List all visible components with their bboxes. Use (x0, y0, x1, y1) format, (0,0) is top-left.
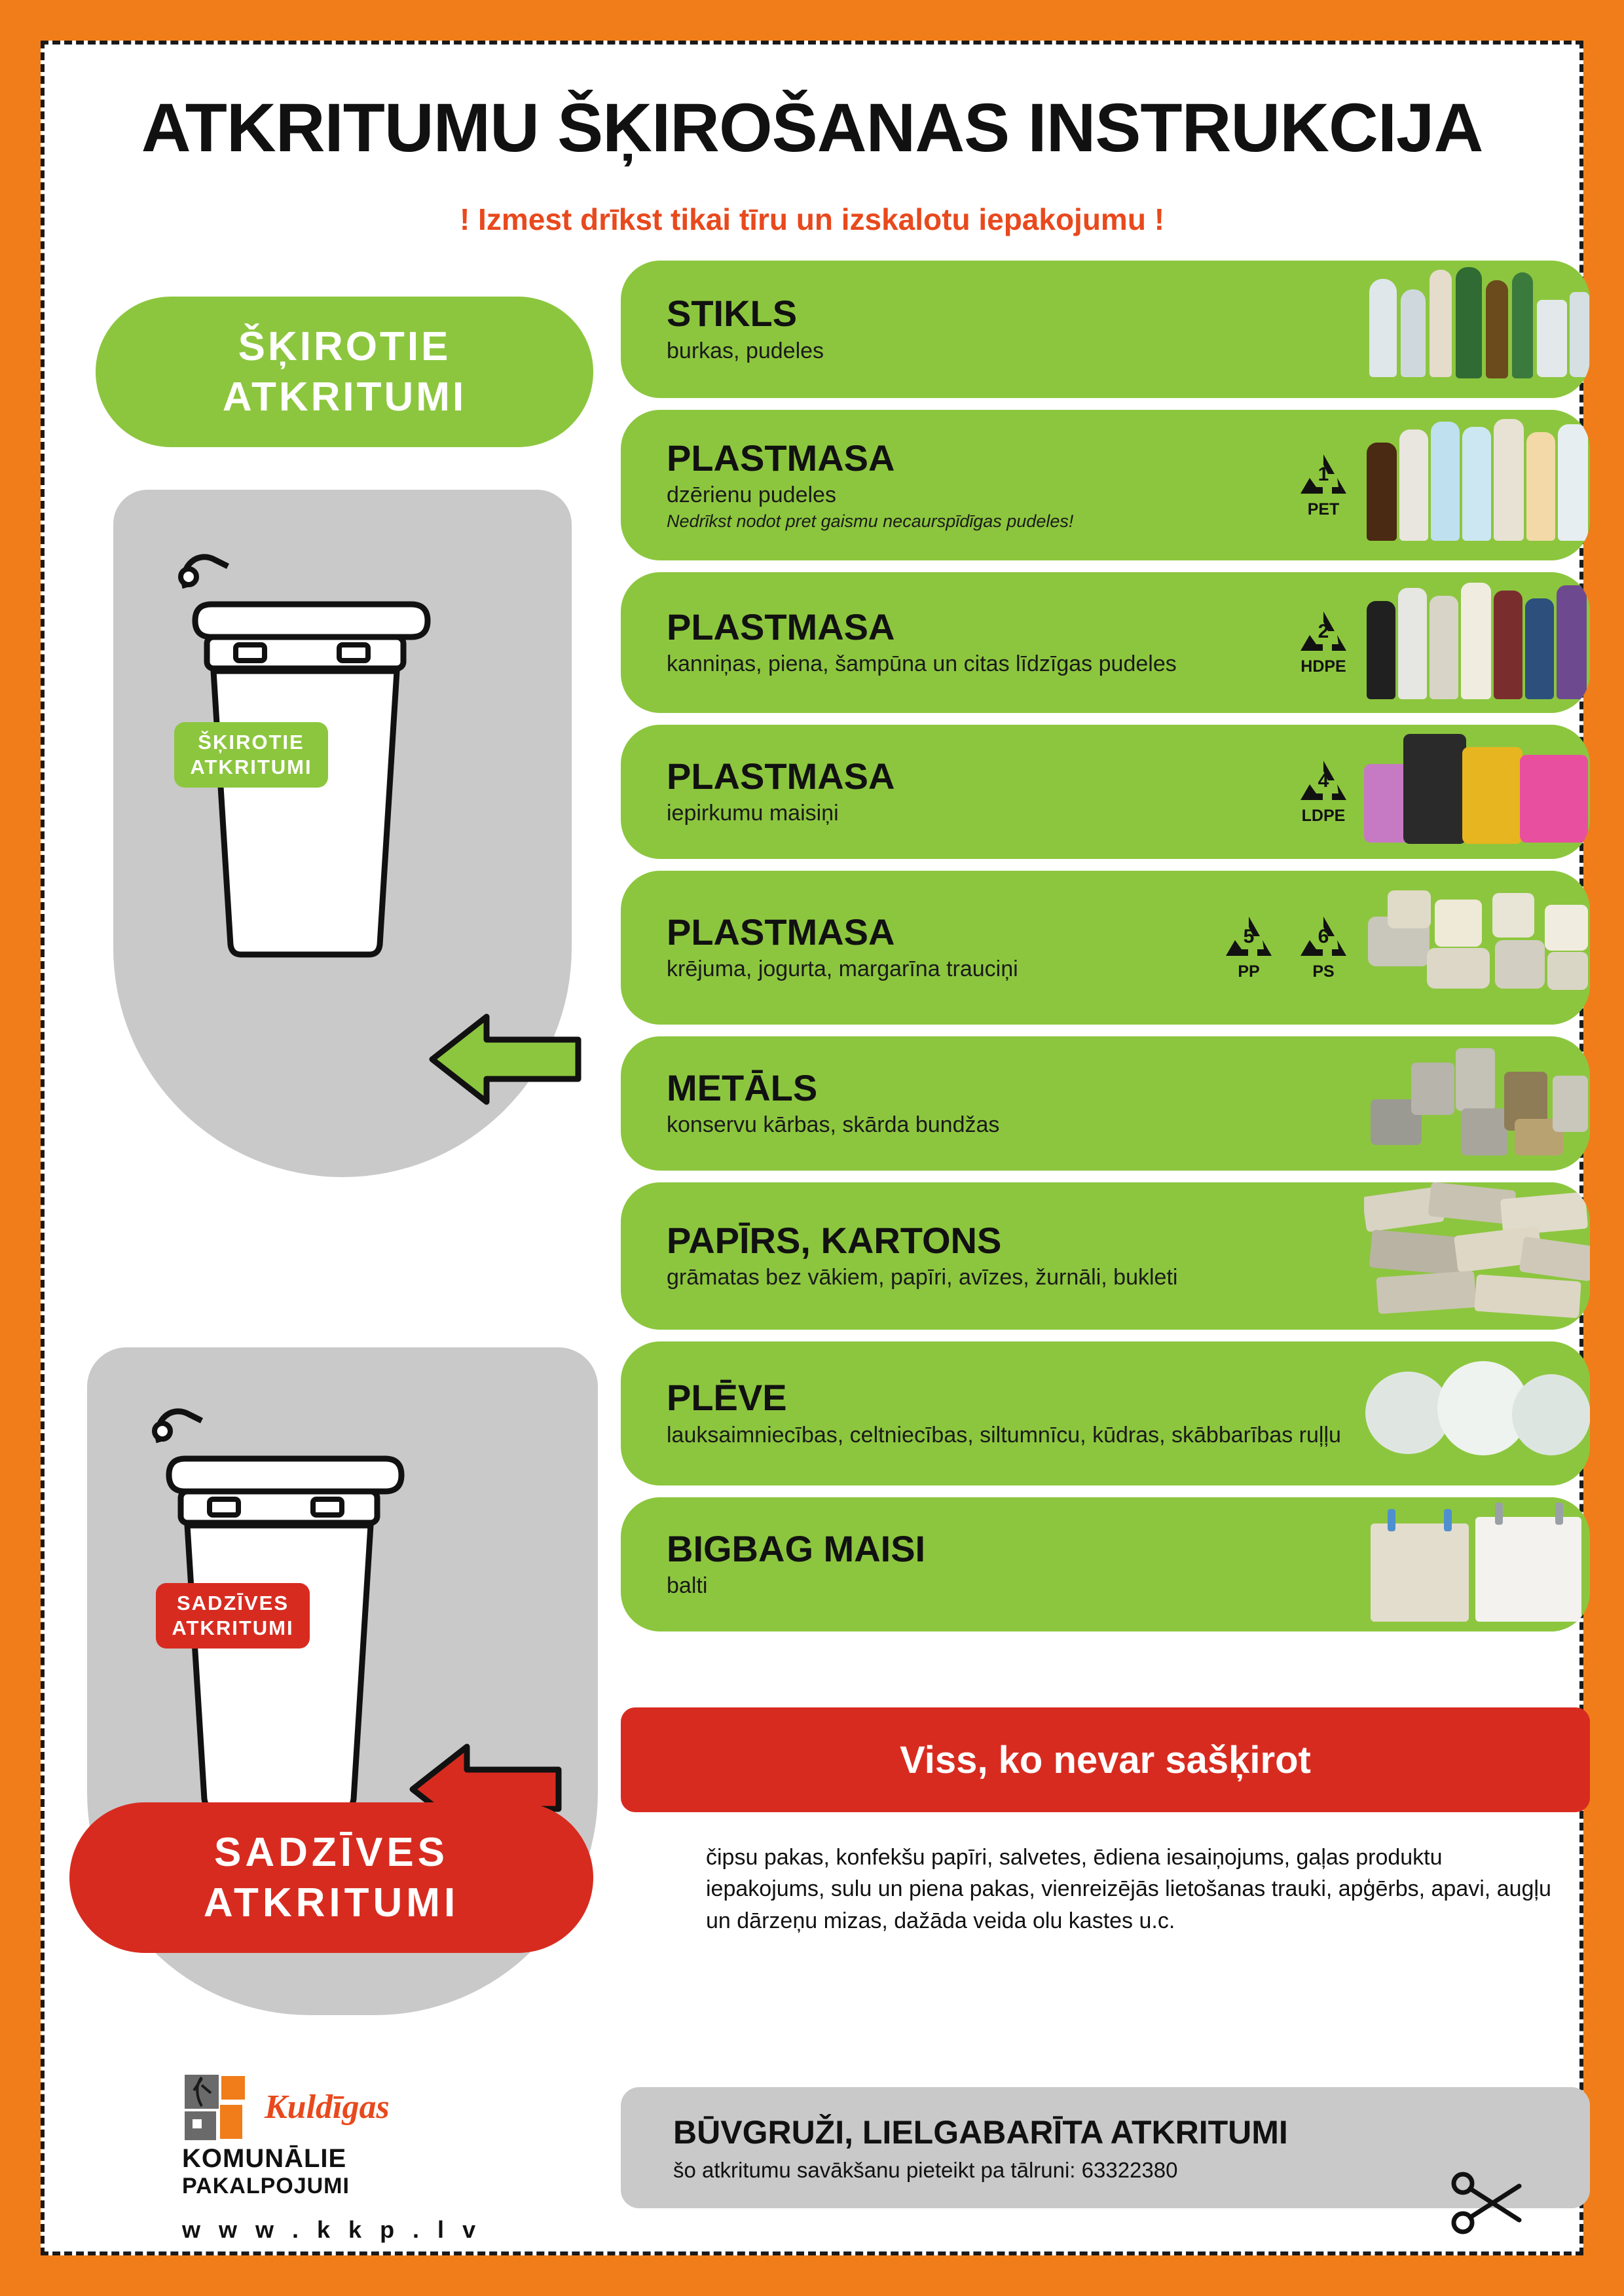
nonsortable-band-title: Viss, ko nevar sašķirot (900, 1738, 1311, 1781)
recycling-code-label: PS (1312, 962, 1335, 981)
recycling-code-pet (1292, 452, 1355, 519)
row-desc: kanniņas, piena, šampūna un citas līdzīgas pudeles (667, 651, 1177, 676)
photo-placeholder (1364, 1182, 1590, 1330)
logo-line1: KOMUNĀLIE (182, 2144, 347, 2173)
recycling-code-label: PP (1238, 962, 1260, 981)
page-subtitle: ! Izmest drīkst tikai tīru un izskalotu iepakojumu ! (459, 202, 1165, 236)
row-text (621, 1341, 1364, 1485)
recycling-code-pp (1217, 914, 1280, 981)
row-desc: burkas, pudeles (667, 338, 824, 363)
row-desc: konservu kārbas, skārda bundžas (667, 1112, 1000, 1137)
row-text (621, 261, 1364, 398)
row-title: PLASTMASA (667, 911, 895, 953)
recycling-codes (1288, 725, 1364, 859)
row-photo-plastic-drink-bottles (1364, 410, 1590, 560)
recycling-code-number: 1 (1318, 463, 1329, 485)
row-plastmasa-pet (621, 410, 1590, 560)
household-waste-pill (69, 1802, 593, 1953)
recycling-code-number: 2 (1318, 621, 1329, 642)
row-plastmasa-pp-ps (621, 871, 1590, 1025)
recycling-triangle-icon (1295, 758, 1352, 807)
household-waste-pill-line1: SADZĪVES (213, 1829, 449, 1875)
row-text (621, 410, 1288, 560)
logo-line2: PAKALPOJUMI (182, 2174, 350, 2198)
poster-inner-frame (41, 41, 1583, 2255)
row-photo-yogurt-margarine-tubs (1364, 871, 1590, 1025)
row-title: PLASTMASA (667, 437, 895, 479)
row-photo-agricultural-film-bales (1364, 1341, 1590, 1485)
row-papirs-kartons (621, 1182, 1590, 1330)
row-title: METĀLS (667, 1066, 818, 1108)
row-text (621, 1036, 1364, 1171)
row-title: STIKLS (667, 293, 798, 335)
bulky-waste-subtitle: šo atkritumu savākšanu pieteikt pa tālruni: 63322380 (673, 2157, 1178, 2182)
photo-placeholder (1364, 410, 1590, 560)
row-plastmasa-ldpe (621, 725, 1590, 859)
row-title: BIGBAG MAISI (667, 1527, 926, 1569)
recycling-code-number: 4 (1318, 770, 1329, 792)
row-desc: krējuma, jogurta, margarīna trauciņi (667, 957, 1018, 981)
sorted-waste-pill (96, 297, 593, 447)
recycling-triangle-icon (1295, 609, 1352, 657)
household-bin-label-line2: ATKRITUMI (172, 1616, 294, 1639)
row-photo-hdpe-bottles (1364, 572, 1590, 713)
recycling-code-hdpe (1292, 609, 1355, 676)
row-photo-glass-bottles-jars (1364, 261, 1590, 398)
row-title: PLĒVE (667, 1377, 787, 1419)
household-bin-label (156, 1583, 310, 1649)
bulky-waste-band (621, 2087, 1590, 2208)
row-title: PAPĪRS, KARTONS (667, 1219, 1002, 1261)
logo-row (182, 2071, 536, 2144)
row-stikls (621, 261, 1590, 398)
photo-placeholder (1364, 1497, 1590, 1631)
recycling-codes (1213, 871, 1364, 1025)
recycling-code-ldpe (1292, 758, 1355, 826)
logo-mark-icon (182, 2071, 259, 2144)
row-desc: grāmatas bez vākiem, papīri, avīzes, žurnāli, bukleti (667, 1265, 1178, 1290)
recycling-code-label: PET (1307, 500, 1340, 519)
sorted-waste-arrow-icon (424, 1004, 588, 1115)
scissors-icon (1449, 2166, 1527, 2238)
row-photo-plastic-shopping-bags (1364, 725, 1590, 859)
sorted-waste-rows (621, 261, 1590, 1643)
row-photo-metal-cans (1364, 1036, 1590, 1171)
household-bin-label-line1: SADZĪVES (176, 1592, 289, 1614)
row-text (621, 725, 1288, 859)
page-title: ATKRITUMU ŠĶIROŠANAS INSTRUKCIJA (141, 90, 1483, 166)
recycling-code-label: LDPE (1301, 807, 1346, 825)
company-logo[interactable] (182, 2071, 536, 2244)
recycling-code-number: 5 (1243, 926, 1255, 947)
row-desc: balti (667, 1573, 708, 1598)
row-text (621, 1497, 1364, 1631)
recycling-code-number: 6 (1318, 926, 1329, 947)
row-metals (621, 1036, 1590, 1171)
recycling-triangle-icon (1295, 452, 1352, 500)
row-bigbag-maisi (621, 1497, 1590, 1631)
sorted-bin-label-line2: ATKRITUMI (190, 755, 312, 778)
sorted-bin-label (174, 722, 328, 788)
row-desc: dzērienu pudeles (667, 483, 836, 507)
nonsortable-list: čipsu pakas, konfekšu papīri, salvetes, ēdiena iesaiņojums, gaļas produktu iepakojums, sulu un piena pakas, vienreizējās lietošanas trauki, apģērbs, apavi, augļu un dārzeņu mizas, dažāda veida olu kastes u.c. (706, 1845, 1551, 1933)
row-title: PLASTMASA (667, 755, 895, 797)
nonsortable-band (621, 1707, 1590, 1812)
left-column (58, 261, 611, 2015)
row-text (621, 1182, 1364, 1330)
recycling-code-ps (1292, 914, 1355, 981)
recycling-code-label: HDPE (1301, 657, 1346, 676)
recycling-triangle-icon (1295, 914, 1352, 962)
photo-placeholder (1364, 572, 1590, 713)
sorted-waste-bin-illustration (149, 526, 457, 958)
sorted-waste-pill-line1: ŠĶIROTIE (238, 323, 451, 369)
recycling-codes (1288, 410, 1364, 560)
row-note: Nedrīkst nodot pret gaismu necaurspīdīgas pudeles! (667, 511, 1074, 532)
row-desc: iepirkumu maisiņi (667, 801, 839, 826)
photo-placeholder (1364, 261, 1590, 398)
row-text (621, 572, 1288, 713)
website-url[interactable]: w w w . k k p . l v (182, 2216, 482, 2243)
row-text (621, 871, 1213, 1025)
photo-placeholder (1364, 1036, 1590, 1171)
sorted-bin-label-line1: ŠĶIROTIE (198, 731, 304, 754)
photo-placeholder (1364, 1341, 1590, 1485)
row-photo-paper-newspapers (1364, 1182, 1590, 1330)
recycling-triangle-icon (1221, 914, 1277, 962)
row-pleve (621, 1341, 1590, 1485)
photo-placeholder (1364, 871, 1590, 1025)
sorted-waste-pill-line2: ATKRITUMI (222, 374, 467, 420)
row-title: PLASTMASA (667, 606, 895, 647)
household-waste-bin-illustration (123, 1380, 431, 1812)
row-plastmasa-hdpe (621, 572, 1590, 713)
photo-placeholder (1364, 725, 1590, 859)
row-desc: lauksaimniecības, celtniecības, siltumnīcu, kūdras, skābbarības ruļļu (667, 1422, 1341, 1448)
row-photo-bigbag-sacks (1364, 1497, 1590, 1631)
household-waste-pill-line2: ATKRITUMI (203, 1880, 460, 1925)
recycling-codes (1288, 572, 1364, 713)
logo-script-text: Kuldīgas (265, 2088, 390, 2126)
bulky-waste-title: BŪVGRUŽI, LIELGABARĪTA ATKRITUMI (673, 2113, 1288, 2151)
